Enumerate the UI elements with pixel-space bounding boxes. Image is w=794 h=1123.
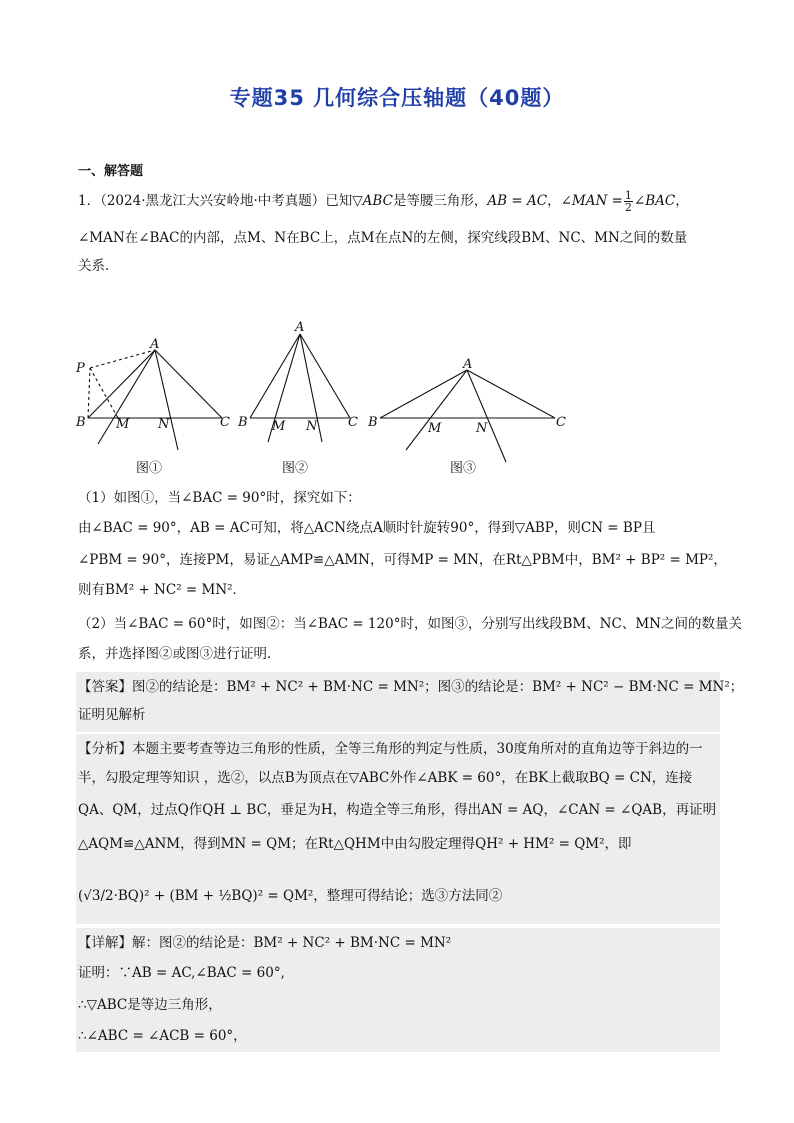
fig3-caption: 图③ xyxy=(450,461,477,476)
analysis-line-4: △AQM≌△ANM，得到MN = QM；在Rt△QHM中由勾股定理得QH² + HM² = QM²，即 xyxy=(78,836,632,852)
section-heading: 一、解答题 xyxy=(78,164,144,179)
answer-line-1: 【答案】图②的结论是：BM² + NC² + BM·NC = MN²；图③的结论是：BM² + NC² − BM·NC = MN²； xyxy=(78,679,744,695)
analysis-line-1: 【分析】本题主要考查等边三角形的性质，全等三角形的判定与性质，30度角所对的直角边等于斜边的一 xyxy=(78,741,703,757)
part1-line-4: 则有BM² + NC² = MN²． xyxy=(78,582,247,598)
fig1-label-P: P xyxy=(76,361,85,376)
analysis-line-5: (√3/2·BQ)² + (BM + ½BQ)² = QM²，整理可得结论；选③方法同② xyxy=(78,888,503,904)
fig1-label-B: B xyxy=(76,415,86,430)
fig3-label-A: A xyxy=(463,357,473,372)
problem-line-3: 关系． xyxy=(78,258,119,274)
fig1-caption: 图① xyxy=(136,461,163,476)
fig2-caption: 图② xyxy=(282,461,309,476)
fig3-label-C: C xyxy=(556,415,566,430)
problem-line-2: ∠MAN在∠BAC的内部，点M、N在BC上，点M在点N的左侧，探究线段BM、NC、MN之间的数量 xyxy=(78,230,688,246)
fig1-label-A: A xyxy=(150,337,160,352)
page-title: 专题35 几何综合压轴题（40题） xyxy=(229,86,565,110)
fig1-label-N: N xyxy=(158,417,170,432)
fig2-label-C: C xyxy=(348,415,358,430)
part2-line-2: 系，并选择图②或图③进行证明． xyxy=(78,646,281,662)
detail-line-1: 【详解】解：图②的结论是：BM² + NC² + BM·NC = MN² xyxy=(78,935,452,951)
fig2-label-M: M xyxy=(272,419,286,434)
analysis-line-3: QA、QM，过点Q作QH ⊥ BC，垂足为H，构造全等三角形，得出AN = AQ，∠CAN = ∠QAB，再证明 xyxy=(78,802,717,818)
part1-line-1: （1）如图①，当∠BAC = 90°时，探究如下： xyxy=(78,490,361,506)
fig2-label-N: N xyxy=(306,419,318,434)
detail-line-2: 证明：∵AB = AC,∠BAC = 60°, xyxy=(78,965,285,981)
geometry-figures xyxy=(0,300,794,480)
fig3-label-M: M xyxy=(428,421,442,436)
answer-line-2: 证明见解析 xyxy=(78,707,146,723)
problem-line-1: 1．（2024·黑龙江大兴安岭地·中考真题）已知▽ABC是等腰三角形，AB = AC，∠MAN = $\frac{1}{2}$ ∠BAC， xyxy=(78,189,689,214)
part1-line-3: ∠PBM = 90°，连接PM，易证△AMP≌△AMN，可得MP = MN，在Rt△PBM中，BM² + BP² = MP²， xyxy=(78,552,727,568)
analysis-line-2: 半，勾股定理等知识 ，选②，以点B为顶点在▽ABC外作∠ABK = 60°，在BK上截取BQ = CN，连接 xyxy=(78,770,693,786)
fig2-label-A: A xyxy=(295,320,305,335)
fig1-label-M: M xyxy=(116,417,130,432)
part1-line-2: 由∠BAC = 90°，AB = AC可知，将△ACN绕点A顺时针旋转90°，得到▽ABP，则CN = BP且 xyxy=(78,520,656,536)
detail-line-3: ∴▽ABC是等边三角形， xyxy=(78,997,222,1013)
fig1-label-C: C xyxy=(220,415,230,430)
fig3-label-N: N xyxy=(476,421,488,436)
part2-line-1: （2）当∠BAC = 60°时，如图②：当∠BAC = 120°时，如图③，分别写出线段BM、NC、MN之间的数量关 xyxy=(78,616,742,632)
fig3-label-B: B xyxy=(368,415,378,430)
fig2-label-B: B xyxy=(238,415,248,430)
detail-line-4: ∴∠ABC = ∠ACB = 60°， xyxy=(78,1028,247,1044)
